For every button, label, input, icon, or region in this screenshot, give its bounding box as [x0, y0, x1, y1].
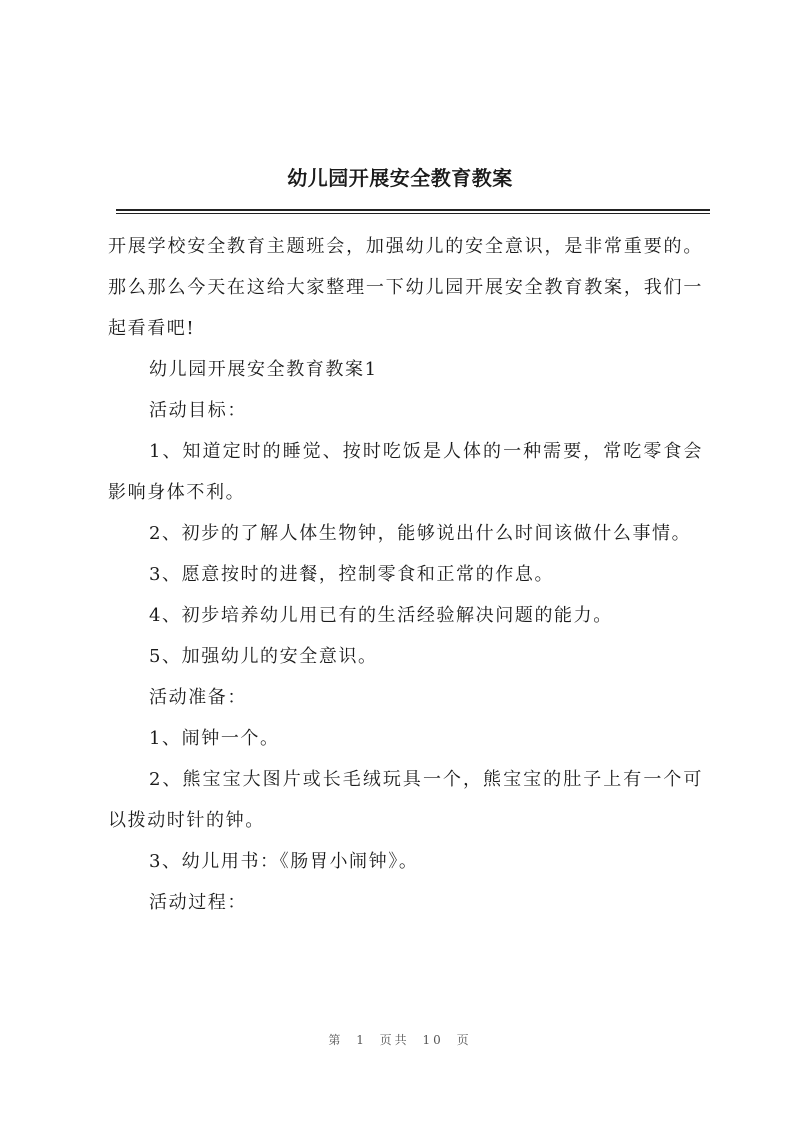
- document-body: [108, 226, 703, 923]
- subheading-process: 活动过程：: [149, 892, 247, 913]
- document-title: 幼儿园开展安全教育教案: [287, 166, 513, 190]
- objective-item: 2、初步的了解人体生物钟，能够说出什么时间该做什么事情。: [149, 523, 692, 544]
- title-divider: [116, 209, 710, 211]
- objective-item: 3、愿意按时的进餐，控制零食和正常的作息。: [149, 564, 555, 585]
- preparation-item: 1、闹钟一个。: [149, 728, 280, 749]
- objective-item: 5、加强幼儿的安全意识。: [149, 646, 378, 667]
- preparation-item: 3、幼儿用书：《肠胃小闹钟》。: [149, 851, 419, 872]
- intro-paragraph: 开展学校安全教育主题班会，加强幼儿的安全意识，是非常重要的。那么那么今天在这给大家整理一下幼儿园开展安全教育教案，我们一起看看吧!: [108, 236, 703, 339]
- preparation-item: 2、熊宝宝大图片或长毛绒玩具一个，熊宝宝的肚子上有一个可以拨动时针的钟。: [108, 769, 703, 831]
- subheading-objectives: 活动目标：: [149, 400, 247, 421]
- section-heading: 幼儿园开展安全教育教案1: [149, 359, 378, 380]
- objective-item: 4、初步培养幼儿用已有的生活经验解决问题的能力。: [149, 605, 613, 626]
- objective-item: 1、知道定时的睡觉、按时吃饭是人体的一种需要，常吃零食会影响身体不利。: [108, 441, 703, 503]
- subheading-preparation: 活动准备：: [149, 687, 247, 708]
- page-number-footer: 第 1 页共 10 页: [328, 1033, 472, 1047]
